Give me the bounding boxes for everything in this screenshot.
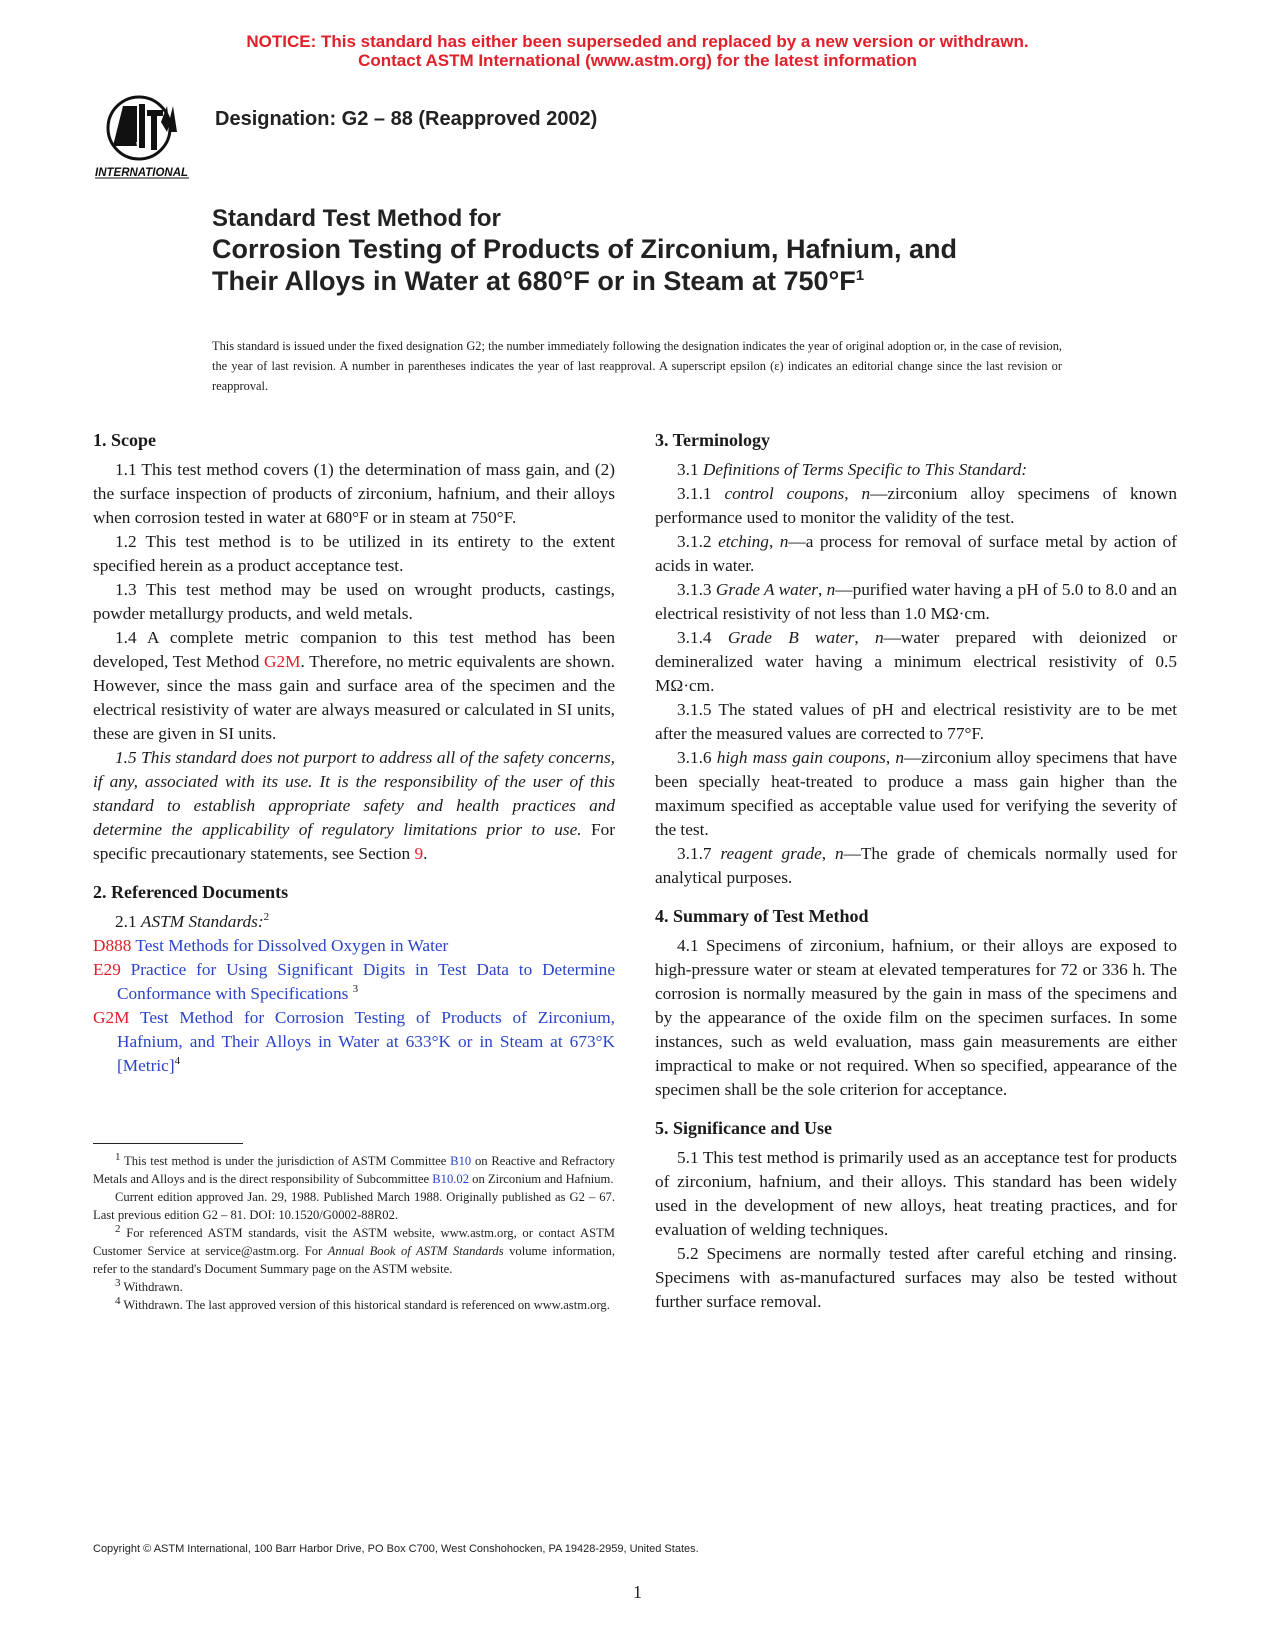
footnote-1-text-b: on Reactive and Refractory Metals and Alloys and is the direct responsibility of Subcommittee <box>93 1154 615 1186</box>
footnotes <box>93 1152 615 1314</box>
definition-text: —water prepared with deionized or demineralized water having a minimum electrical resistivity of 0.5 MΩ·cm. <box>655 628 1177 695</box>
footnote-1-edition: Current edition approved Jan. 29, 1988. Published March 1988. Originally published as G2 – 67. Last previous edition G2 – 81. DOI: 10.1520/G0002-88R02. <box>93 1190 615 1222</box>
definition-pos: n <box>779 532 789 551</box>
definition-text: —zirconium alloy specimens of known performance used to monitor the validity of the test. <box>655 484 1178 527</box>
preamble: This standard is issued under the fixed designation G2; the number immediately following the designation indicates the year of original adoption or, in the case of revision, the year of last revision. A number in parentheses indicates the year of last reapproval. A superscript epsilon (ε) indicates an editorial change since the last revision or reapproval. <box>212 339 1062 393</box>
definition-pos: n <box>874 628 884 647</box>
notice-line-1: NOTICE: This standard has either been superseded and replaced by a new version or withdrawn. <box>246 32 1029 51</box>
designation: Designation: G2 – 88 (Reapproved 2002) <box>215 108 598 130</box>
reference-code[interactable]: E29 <box>93 960 121 979</box>
scope-para-1-4-text-b: . Therefore, no metric equivalents are shown. However, since the mass gain and surface area of the specimen and the electrical resistivity of water are always measured or calculated in SI units, these are given in SI units. <box>93 652 615 743</box>
astm-logo <box>93 92 197 182</box>
definition-term: Grade A water <box>715 580 818 599</box>
footnote-1-text-c: on Zirconium and Hafnium. <box>469 1172 614 1186</box>
g2m-link[interactable]: G2M <box>264 652 301 671</box>
scope-para-1-1: 1.1 This test method covers (1) the determination of mass gain, and (2) the surface inspection of products of zirconium, hafnium, and their alloys when corrosion tested in water at 680°F or in steam at 750°F. <box>93 460 615 527</box>
definition-pos: n <box>895 748 904 767</box>
footnote-4-marker: 4 <box>115 1294 121 1307</box>
significance-para-5-1: 5.1 This test method is primarily used as an acceptance test for products of zirconium, hafnium, and their alloys. This standard has been widely used in the development of new alloys, heat treating practices, and for evaluation of welding techniques. <box>655 1148 1177 1239</box>
reference-title[interactable]: Practice for Using Significant Digits in Test Data to Determine Conformance with Specifications <box>117 960 615 1003</box>
scope-para-1-5 <box>93 746 615 866</box>
definition-3-1-3 <box>655 578 1177 626</box>
definition-num: 3.1.1 <box>677 484 725 503</box>
footnote-1 <box>93 1152 615 1188</box>
definition-text: —The grade of chemicals normally used for analytical purposes. <box>655 844 1177 887</box>
reference-code[interactable]: G2M <box>93 1008 130 1027</box>
footnote-ref-3[interactable]: 3 <box>352 983 359 996</box>
definition-sep: , <box>844 484 862 503</box>
definition-3-1-2 <box>655 530 1177 578</box>
title-footnote-ref[interactable]: 1 <box>855 267 865 284</box>
definition-num: 3.1.2 <box>677 532 719 551</box>
reference-title[interactable]: Test Method for Corrosion Testing of Products of Zirconium, Hafnium, and Their Alloys in Water at 633°K or in Steam at 673°K [Metric] <box>117 1008 615 1075</box>
definition-sep: , <box>768 532 780 551</box>
section-referenced-heading: 2. Referenced Documents <box>93 882 289 902</box>
scope-para-1-4 <box>93 626 615 746</box>
definition-sep: , <box>818 580 827 599</box>
definition-sep: , <box>854 628 875 647</box>
definition-3-1-4 <box>655 626 1177 698</box>
notice-banner <box>0 32 1275 70</box>
footnote-4 <box>93 1296 615 1314</box>
section-significance-heading: 5. Significance and Use <box>655 1118 833 1138</box>
footnote-4-text: Withdrawn. The last approved version of this historical standard is referenced on www.astm.org. <box>120 1298 610 1312</box>
committee-b10-link[interactable]: B10 <box>450 1154 472 1168</box>
definition-sep: , <box>821 844 835 863</box>
definition-term: high mass gain coupons <box>716 748 886 767</box>
notice-line-2: Contact ASTM International (www.astm.org) for the latest information <box>358 51 917 70</box>
scope-para-1-5-text: For specific precautionary statements, see Section <box>93 820 615 863</box>
definition-num: 3.1.4 <box>677 628 728 647</box>
subcommittee-b10-02-link[interactable]: B10.02 <box>432 1172 470 1186</box>
reference-title[interactable]: Test Methods for Dissolved Oxygen in Water <box>131 936 449 955</box>
scope-para-1-3: 1.3 This test method may be used on wrought products, castings, powder metallurgy products, and weld metals. <box>93 580 615 623</box>
definition-num: 3.1.3 <box>677 580 716 599</box>
footnote-2-text-a: For referenced ASTM standards, visit the ASTM website, www.astm.org, or contact ASTM Customer Service at service@astm.org. For <box>93 1226 615 1258</box>
terminology-para-3-1-5: 3.1.5 The stated values of pH and electrical resistivity are to be met after the measured values are corrected to 77°F. <box>655 700 1177 743</box>
footnote-1-marker: 1 <box>115 1150 121 1163</box>
significance-para-5-2: 5.2 Specimens are normally tested after careful etching and rinsing. Specimens with as-manufactured surfaces may also be tested without further surface removal. <box>655 1244 1177 1311</box>
title-line-1: Standard Test Method for <box>212 205 501 232</box>
reference-code[interactable]: D888 <box>93 936 132 955</box>
referenced-para-2-1 <box>93 910 615 934</box>
logo-text: INTERNATIONAL <box>95 167 189 179</box>
title-line-2: Corrosion Testing of Products of Zirconium, Hafnium, and <box>212 234 958 264</box>
referenced-2-1-num: 2.1 <box>115 912 141 931</box>
scope-para-1-5-end: . <box>423 844 428 863</box>
definition-3-1-1 <box>655 482 1177 530</box>
left-column <box>93 428 615 1078</box>
astm-standards-label: ASTM Standards: <box>140 912 264 931</box>
reference-d888[interactable] <box>93 934 615 958</box>
footnote-ref-4[interactable]: 4 <box>174 1055 181 1068</box>
section-terminology-heading: 3. Terminology <box>655 430 771 450</box>
definition-term: control coupons <box>724 484 845 503</box>
definition-term: etching <box>718 532 769 551</box>
definition-num: 3.1.7 <box>677 844 721 863</box>
scope-para-1-4-text-a: 1.4 A complete metric companion to this test method has been developed, Test Method <box>93 628 615 671</box>
definition-sep: , <box>885 748 896 767</box>
title-line-3-text: Their Alloys in Water at 680°F or in Steam at 750°F <box>212 266 856 296</box>
footnote-ref-2[interactable]: 2 <box>263 911 270 924</box>
section-summary-heading: 4. Summary of Test Method <box>655 906 869 926</box>
definition-num: 3.1.6 <box>677 748 717 767</box>
definition-text: —a process for removal of surface metal by action of acids in water. <box>655 532 1178 575</box>
reference-e29[interactable] <box>93 958 615 1006</box>
footnote-2 <box>93 1224 615 1278</box>
definition-text: —zirconium alloy specimens that have been specially heat-treated to produce a mass gain higher than the maximum specified as acceptable value used for verifying the severity of the test. <box>655 748 1178 839</box>
right-column <box>655 428 1177 1314</box>
safety-caveat: 1.5 This standard does not purport to address all of the safety concerns, if any, associated with its use. It is the responsibility of the user of this standard to establish appropriate safety and health practices and determine the applicability of regulatory limitations prior to use. <box>93 748 615 839</box>
footnote-divider <box>93 1143 243 1144</box>
footnote-2-marker: 2 <box>115 1222 121 1235</box>
definition-3-1-6 <box>655 746 1177 842</box>
definition-3-1-7 <box>655 842 1177 890</box>
document-title <box>212 205 1112 297</box>
footnote-3-text: Withdrawn. <box>120 1280 183 1294</box>
reference-g2m[interactable] <box>93 1006 615 1078</box>
summary-para-4-1: 4.1 Specimens of zirconium, hafnium, or their alloys are exposed to high-pressure water or steam at elevated temperatures for 72 or 336 h. The corrosion is normally measured by the gain in mass of the specimens and by the appearance of the oxide film on the specimen surfaces. In some instances, such as weld evaluation, mass gain measurements are either impractical to make or not required. When so specified, appearance of the specimen shall be the sole criterion for acceptance. <box>655 936 1177 1099</box>
title-line-3 <box>212 265 1112 297</box>
definition-term: Grade B water <box>727 628 855 647</box>
definition-pos: n <box>861 484 871 503</box>
page-number: 1 <box>633 1582 642 1602</box>
terminology-para-3-1 <box>655 458 1177 482</box>
definition-term: reagent grade <box>720 844 822 863</box>
footnote-1-text-a: This test method is under the jurisdiction of ASTM Committee <box>120 1154 451 1168</box>
scope-para-1-2: 1.2 This test method is to be utilized in its entirety to the extent specified herein as a product acceptance test. <box>93 532 615 575</box>
section-scope-heading: 1. Scope <box>93 430 156 450</box>
definition-pos: n <box>834 844 844 863</box>
footnote-3 <box>93 1278 615 1296</box>
footnote-3-marker: 3 <box>115 1276 121 1289</box>
definition-pos: n <box>826 580 836 599</box>
copyright-notice: Copyright © ASTM International, 100 Barr Harbor Drive, PO Box C700, West Conshohocken, PA 19428-2959, United States. <box>93 1543 699 1555</box>
definition-text: —purified water having a pH of 5.0 to 8.0 and an electrical resistivity of not less than 1.0 MΩ·cm. <box>655 580 1178 623</box>
definitions-label: Definitions of Terms Specific to This Standard: <box>702 460 1028 479</box>
annual-book-title: Annual Book of ASTM Standards <box>327 1244 504 1258</box>
terminology-3-1-num: 3.1 <box>677 460 703 479</box>
section-9-link[interactable]: 9 <box>414 844 424 863</box>
astm-logo-icon <box>93 92 197 182</box>
footnote-2-text-b: volume information, refer to the standard's Document Summary page on the ASTM website. <box>93 1244 615 1276</box>
